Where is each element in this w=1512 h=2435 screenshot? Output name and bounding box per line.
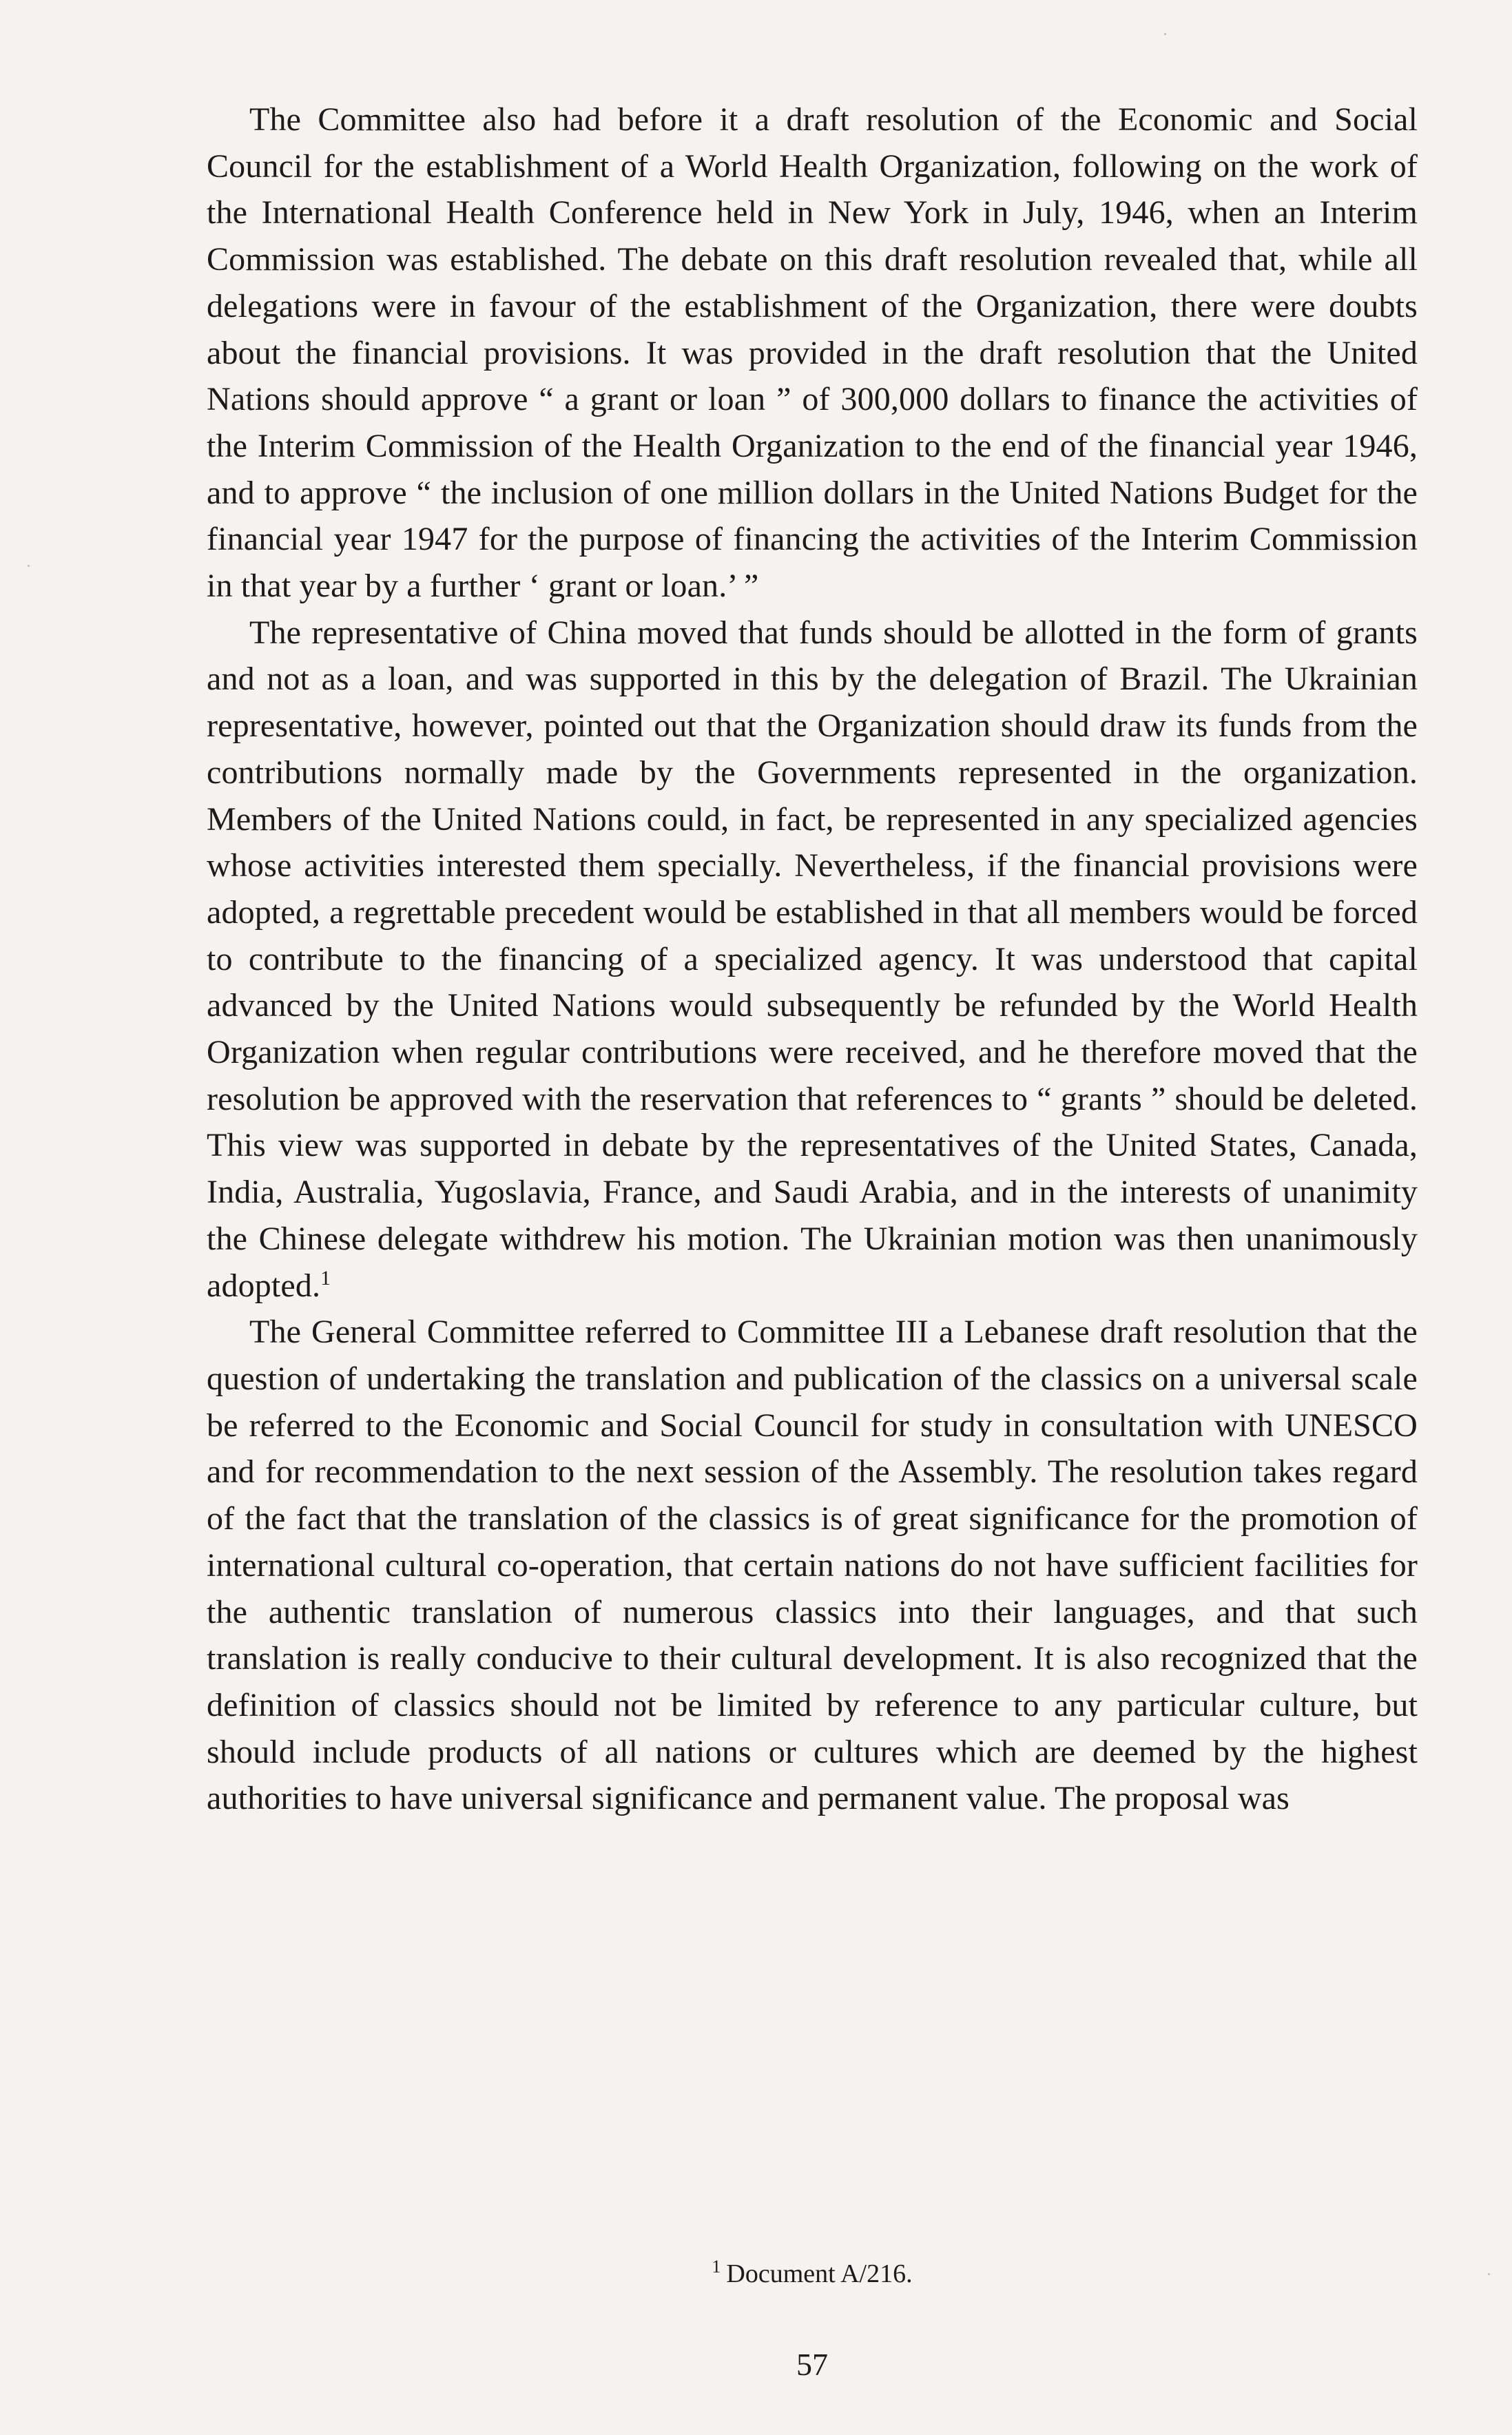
paragraph-classics-translation: The General Committee referred to Committee III a Lebanese draft resolution that the question of undertaking the translation and publication of the classics on a universal scale be referred to the Economic and Social Council for study in consultation with UNESCO and for recommendation to the next session of the Assembly. The resolution takes regard of the fact that the translation of the classics is of great significance for the promotion of international cultural co-operation, that certain nations do not have sufficient facilities for the authentic translation of numerous classics into their languages, and that such translation is really conducive to their cultural development. It is also recognized that the definition of classics should not be limited by reference to any particular culture, but should include products of all nations or cultures which are deemed by the highest authorities to have universal significance and permanent value. The proposal was (207, 1314, 1418, 1817)
page-number: 57 (796, 2347, 828, 2382)
paragraph-funding-debate (207, 610, 1418, 1309)
paragraph-funding-debate-text: The representative of China moved that funds should be allotted in the form of grants and not as a loan, and was supported in this by the delegation of Brazil. The Ukrainian representative, however, pointed out that the Organization should draw its funds from the contributions normally made by the Governments represented in the organization. Members of the United Nations could, in fact, be represented in any specialized agencies whose activities interested them specially. Nevertheless, if the financial provisions were adopted, a regrettable precedent would be established in that all members would be forced to contribute to the financing of a specialized agency. It was understood that capital advanced by the United Nations would subsequently be refunded by the World Health Organization when regular contributions were received, and he therefore moved that the resolution be approved with the reservation that references to “ grants ” should be deleted. This view was supported in debate by the representatives of the United States, Canada, India, Australia, Yugoslavia, France, and Saudi Arabia, and in the interests of unanimity the Chinese delegate withdrew his motion. The Ukrainian motion was then unanimously adopted. (207, 614, 1418, 1304)
scan-speck (28, 565, 30, 567)
scan-speck (1164, 33, 1166, 35)
scan-speck (1488, 2273, 1490, 2275)
footnote-text: Document A/216. (726, 2259, 913, 2288)
footnote-marker: 1 (712, 2257, 721, 2277)
footnote (207, 2257, 1418, 2290)
paragraph-who-draft-resolution: The Committee also had before it a draft resolution of the Economic and Social Council for the establishment of a World Health Organization, following on the work of the International Health Conference held in New York in July, 1946, when an Interim Commission was established. The debate on this draft resolution revealed that, while all delegations were in favour of the establishment of the Organization, there were doubts about the financial provisions. It was provided in the draft resolution that the United Nations should approve “ a grant or loan ” of 300,000 dollars to finance the activities of the Interim Commission of the Health Organization to the end of the financial year 1946, and to approve “ the inclusion of one million dollars in the United Nations Budget for the financial year 1947 for the purpose of financing the activities of the Interim Commission in that year by a further ‘ grant or loan.’ ” (207, 101, 1418, 605)
page-body (207, 96, 1418, 1822)
footnote-reference: 1 (320, 1266, 331, 1289)
